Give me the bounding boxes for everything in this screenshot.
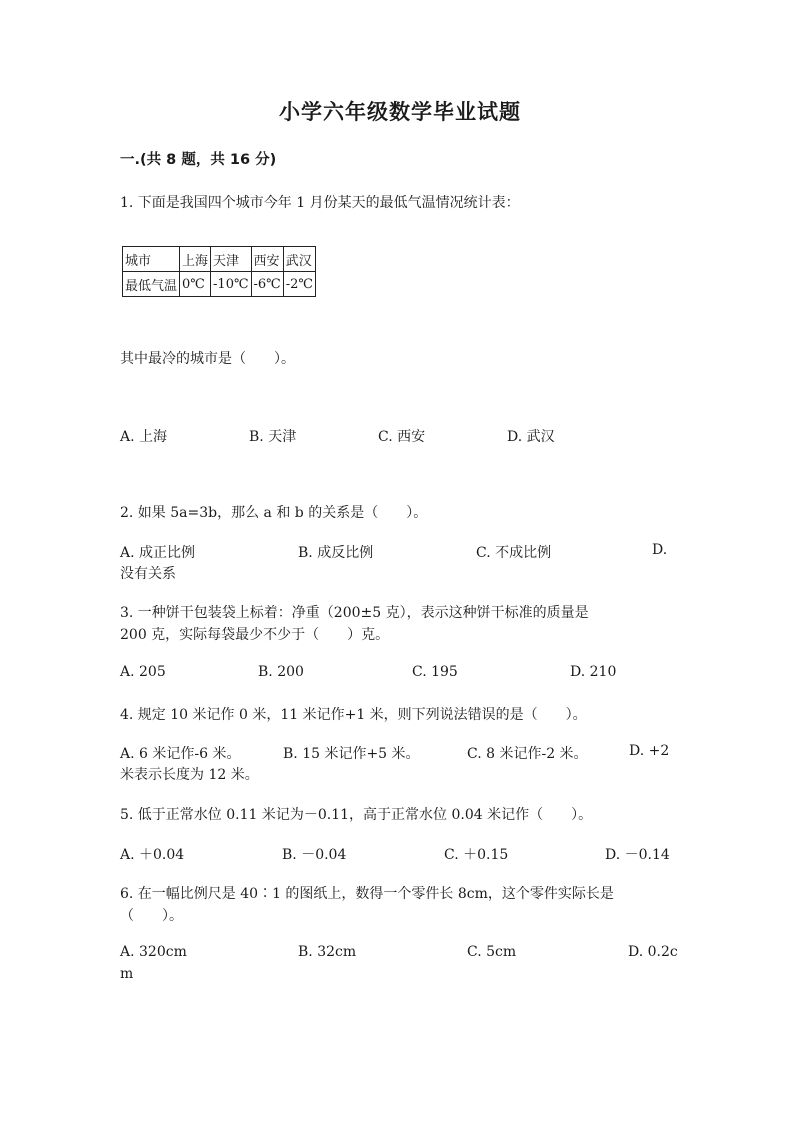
q6-stem-line1: 6. 在一幅比例尺是 40∶1 的图纸上，数得一个零件长 8cm，这个零件实际长是 xyxy=(120,886,614,902)
q1-stem: 1. 下面是我国四个城市今年 1 月份某天的最低气温情况统计表： xyxy=(120,195,520,211)
table-cell: 上海 xyxy=(180,247,211,272)
q2-option-d-wrap: 没有关系 xyxy=(120,566,176,582)
q3-stem-line2: 200 克，实际每袋最少不少于（ ）克。 xyxy=(120,627,390,643)
table-cell: 城市 xyxy=(123,247,180,272)
table-cell: 0℃ xyxy=(180,272,211,297)
temperature-table xyxy=(122,246,316,297)
table-row xyxy=(123,272,316,297)
q1-question: 其中最冷的城市是（ ）。 xyxy=(120,351,295,367)
q4-option-d-wrap: 米表示长度为 12 米。 xyxy=(120,767,259,783)
q4-option-a[interactable]: A. 6 米记作-6 米。 xyxy=(120,746,241,762)
q6-option-c[interactable]: C. 5cm xyxy=(467,944,517,960)
q6-option-b[interactable]: B. 32cm xyxy=(298,944,357,960)
q3-stem-line1: 3. 一种饼干包装袋上标着：净重（200±5 克），表示这种饼干标准的质量是 xyxy=(120,605,589,621)
q5-option-d[interactable]: D. －0.14 xyxy=(605,847,670,863)
q2-option-c[interactable]: C. 不成比例 xyxy=(476,545,552,561)
q3-option-b[interactable]: B. 200 xyxy=(258,664,304,680)
q6-option-d[interactable]: D. 0.2c xyxy=(628,944,678,960)
q6-stem-line2: （ ）。 xyxy=(120,908,183,924)
page-title: 小学六年级数学毕业试题 xyxy=(279,100,521,124)
section-heading: 一.(共 8 题，共 16 分) xyxy=(120,152,277,168)
q3-option-c[interactable]: C. 195 xyxy=(412,664,458,680)
table-cell: -2℃ xyxy=(283,272,315,297)
q1-option-c[interactable]: C. 西安 xyxy=(378,429,426,445)
q4-option-c[interactable]: C. 8 米记作-2 米。 xyxy=(467,746,588,762)
q2-option-a[interactable]: A. 成正比例 xyxy=(120,545,196,561)
q4-option-d[interactable]: D. +2 xyxy=(629,743,670,759)
table-cell: 西安 xyxy=(251,247,283,272)
q4-option-b[interactable]: B. 15 米记作+5 米。 xyxy=(283,746,420,762)
q5-option-b[interactable]: B. －0.04 xyxy=(282,847,347,863)
table-cell: 武汉 xyxy=(283,247,315,272)
table-cell: 最低气温 xyxy=(123,272,180,297)
q1-option-d[interactable]: D. 武汉 xyxy=(507,429,555,445)
table-row xyxy=(123,247,316,272)
q1-option-b[interactable]: B. 天津 xyxy=(249,429,297,445)
q2-option-b[interactable]: B. 成反比例 xyxy=(298,545,374,561)
q5-option-c[interactable]: C. ＋0.15 xyxy=(444,847,509,863)
q5-stem: 5. 低于正常水位 0.11 米记为－0.11，高于正常水位 0.04 米记作（ ）。 xyxy=(120,807,593,823)
q1-option-a[interactable]: A. 上海 xyxy=(120,429,168,445)
q3-option-d[interactable]: D. 210 xyxy=(570,664,617,680)
q6-option-a[interactable]: A. 320cm xyxy=(120,944,187,960)
table-cell: -10℃ xyxy=(211,272,251,297)
table-cell: -6℃ xyxy=(251,272,283,297)
q3-option-a[interactable]: A. 205 xyxy=(120,664,166,680)
q4-stem: 4. 规定 10 米记作 0 米，11 米记作+1 米，则下列说法错误的是（ ）。 xyxy=(120,707,587,723)
q2-stem: 2. 如果 5a=3b，那么 a 和 b 的关系是（ ）。 xyxy=(120,505,428,521)
q6-option-d-wrap: m xyxy=(120,966,134,982)
table-cell: 天津 xyxy=(211,247,251,272)
q2-option-d[interactable]: D. xyxy=(652,542,668,558)
q5-option-a[interactable]: A. ＋0.04 xyxy=(120,847,185,863)
